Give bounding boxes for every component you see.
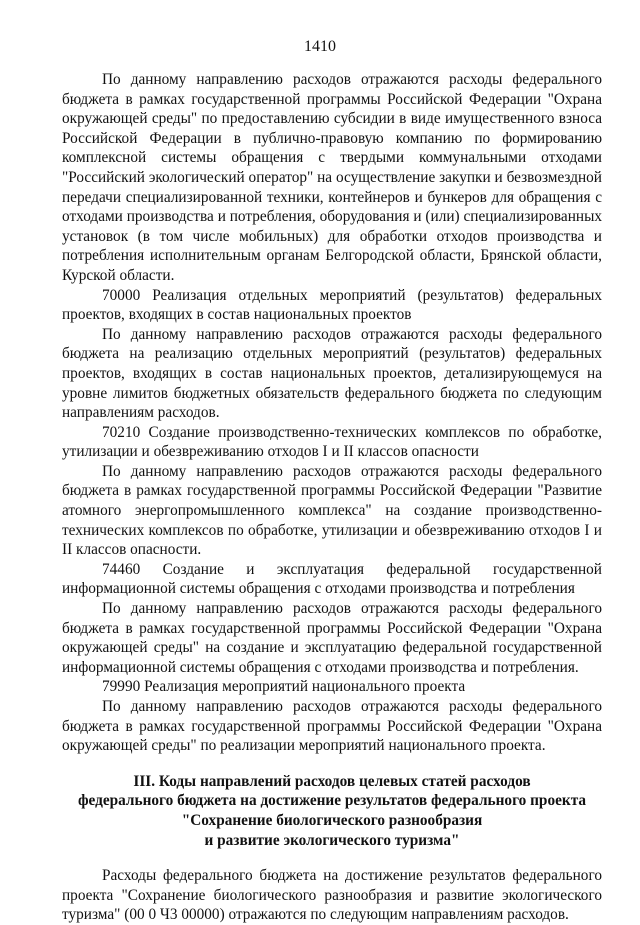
section-heading-line: III. Коды направлений расходов целевых статей расходов [133, 772, 531, 790]
page-number: 1410 [304, 38, 336, 55]
paragraph: По данному направлению расходов отражаются расходы федерального бюджета на реализацию отдельных мероприятий (результатов) федеральных проектов, входящих в состав национальных проектов, детализирующемуся на уровне лимитов бюджетных обязательств федерального бюджета по следующим направлениям расходов. [62, 325, 602, 422]
paragraph: По данному направлению расходов отражаются расходы федерального бюджета в рамках государственной программы Российской Федерации "Развитие атомного энергопромышленного комплекса" на создание производственно-технических комплексов по обработке, утилизации и обезвреживанию отходов I и II классов опасности. [62, 462, 602, 559]
paragraph: 79990 Реализация мероприятий национального проекта [102, 678, 466, 696]
section-heading-line: федерального бюджета на достижение результатов федерального проекта [77, 792, 587, 810]
paragraph: 70000 Реализация отдельных мероприятий (результатов) федеральных проектов, входящих в состав национальных проектов [62, 286, 602, 324]
paragraph: По данному направлению расходов отражаются расходы федерального бюджета в рамках государственной программы Российской Федерации "Охрана окружающей среды" по предоставлению субсидии в виде имущественного взноса Российской Федерации в публично-правовую компанию по формированию комплексной системы обращения с твердыми коммунальными отходами "Российский экологический оператор" на осуществление закупки и безвозмездной передачи специализированной техники, контейнеров и бункеров для обращения с отходами производства и потребления, оборудования и (или) специализированных установок (в том числе мобильных) для обработки отходов производства и потребления исполнительным органам Белгородской области, Брянской области, Курской области. [62, 71, 602, 284]
section-heading-line: и развитие экологического туризма" [204, 831, 460, 849]
section-heading-line: "Сохранение биологического разнообразия [181, 811, 483, 829]
section-heading [62, 772, 602, 850]
paragraph: Расходы федерального бюджета на достижение результатов федерального проекта "Сохранение биологического разнообразия и развитие экологического туризма" (00 0 Ч3 00000) отражаются по следующим направлениям расходов. [62, 867, 602, 924]
paragraph: 74460 Создание и эксплуатация федеральной государственной информационной системы обращения с отходами производства и потребления [62, 560, 602, 598]
paragraph: По данному направлению расходов отражаются расходы федерального бюджета в рамках государственной программы Российской Федерации "Охрана окружающей среды" по реализации мероприятий национального проекта. [62, 698, 602, 755]
paragraph: По данному направлению расходов отражаются расходы федерального бюджета в рамках государственной программы Российской Федерации "Охрана окружающей среды" на создание и эксплуатацию федеральной государственной информационной системы обращения с отходами производства и потребления. [62, 600, 602, 676]
paragraph: 70210 Создание производственно-технических комплексов по обработке, утилизации и обезвреживанию отходов I и II классов опасности [62, 423, 602, 461]
document-body [62, 70, 602, 925]
